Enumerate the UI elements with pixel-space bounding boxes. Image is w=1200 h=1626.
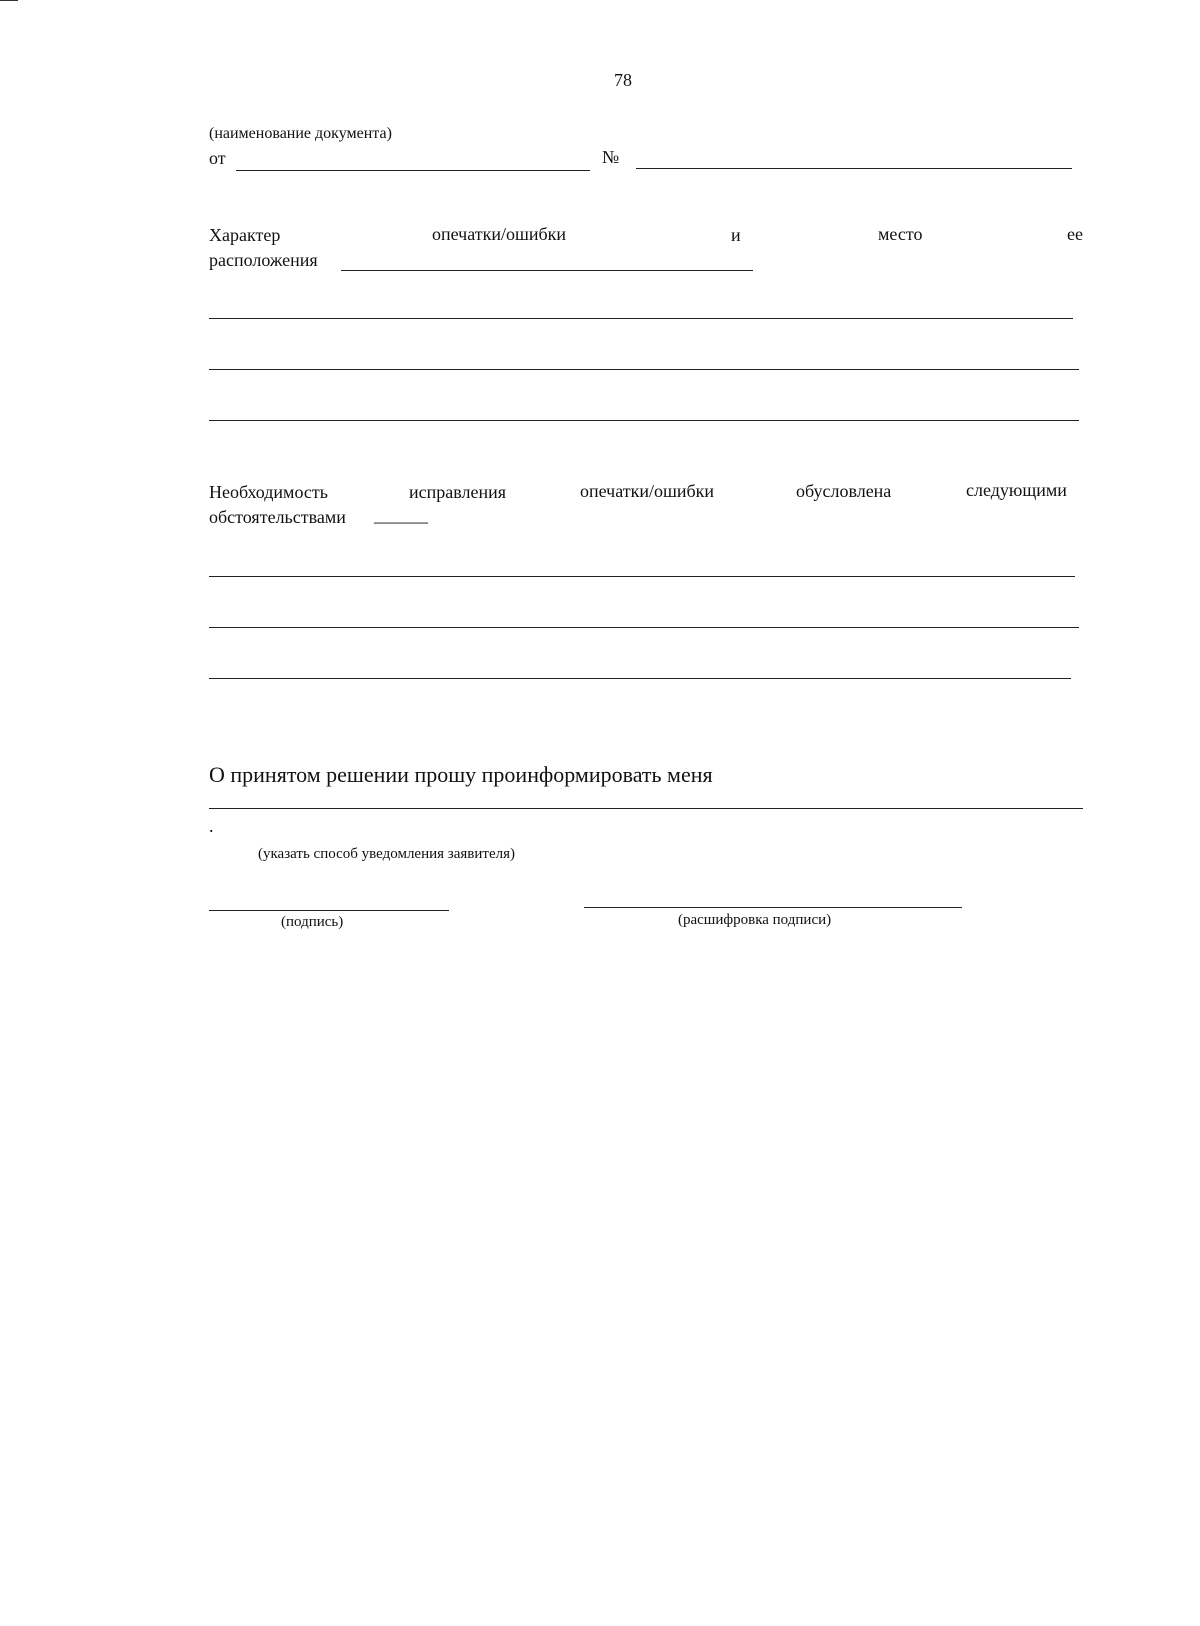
- reason-short-blank: ______: [374, 505, 428, 525]
- signature-blank-line[interactable]: [209, 910, 449, 911]
- error-location-blank-line[interactable]: [341, 270, 753, 271]
- decision-dot: .: [209, 816, 214, 836]
- error-blank-line-3[interactable]: [209, 420, 1079, 421]
- reason-blank-line-3[interactable]: [209, 678, 1071, 679]
- page-number: 78: [614, 70, 632, 90]
- reason-heading-line-2: обстоятельствами: [209, 507, 346, 527]
- signature-decoding-blank-line[interactable]: [584, 907, 962, 908]
- reason-heading-word-3: опечатки/ошибки: [580, 481, 715, 501]
- number-blank-line[interactable]: [636, 168, 1072, 169]
- signature-caption: (подпись): [281, 914, 344, 930]
- notification-method-caption: (указать способ уведомления заявителя): [258, 846, 515, 862]
- notification-method-blank-line[interactable]: [209, 808, 1083, 809]
- reason-heading-word-5: следующими: [966, 480, 1067, 500]
- from-label: от: [209, 148, 226, 168]
- reason-blank-line-2[interactable]: [209, 627, 1079, 628]
- decision-text: О принятом решении прошу проинформировать меня: [209, 762, 713, 787]
- reason-heading-word-1: Необходимость: [209, 482, 328, 502]
- error-heading-word-4: место: [878, 224, 923, 244]
- error-heading-word-5: ее: [1067, 224, 1083, 244]
- signature-decoding-caption: (расшифровка подписи): [678, 912, 832, 928]
- error-heading-word-2: опечатки/ошибки: [432, 224, 567, 244]
- number-label: №: [602, 147, 620, 167]
- error-blank-line-1[interactable]: [209, 318, 1073, 319]
- error-heading-word-3: и: [731, 225, 741, 245]
- reason-heading-word-4: обусловлена: [796, 481, 892, 501]
- date-blank-line[interactable]: [236, 170, 590, 171]
- error-heading-line-2: расположения: [209, 250, 318, 270]
- error-blank-line-2[interactable]: [209, 369, 1079, 370]
- scan-corner-mark: [0, 0, 18, 1]
- document-name-caption: (наименование документа): [209, 125, 392, 142]
- reason-blank-line-1[interactable]: [209, 576, 1075, 577]
- error-heading-word-1: Характер: [209, 225, 281, 245]
- reason-heading-word-2: исправления: [409, 482, 507, 502]
